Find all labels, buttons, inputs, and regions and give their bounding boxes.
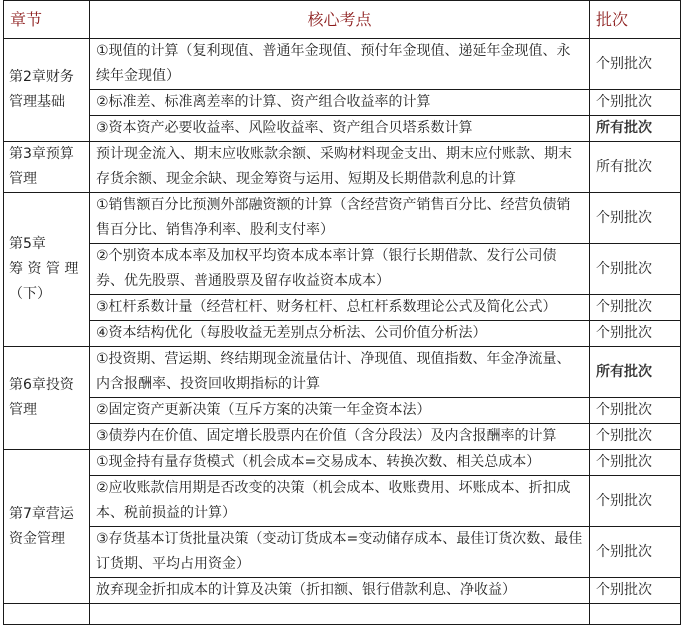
batch-cell: 个别批次	[590, 244, 681, 295]
empty-cell	[590, 604, 681, 625]
header-chapter: 章节	[4, 1, 90, 39]
topic-cell: ①销售额百分比预测外部融资额的计算（含经营资产销售百分比、经营负债销售百分比、销售净利率、股利支付率）	[90, 193, 590, 244]
batch-cell: 个别批次	[590, 321, 681, 347]
table-row	[4, 578, 681, 604]
topic-cell: ②固定资产更新决策（互斥方案的决策一年金资本法）	[90, 398, 590, 424]
chapter-cell: 第3章预算管理	[4, 142, 90, 193]
chapter-cell	[4, 193, 90, 347]
topic-cell: ③债券内在价值、固定增长股票内在价值（含分段法）及内含报酬率的计算	[90, 424, 590, 450]
batch-cell: 个别批次	[590, 527, 681, 578]
header-row	[4, 1, 681, 39]
empty-cell	[4, 604, 90, 625]
batch-cell: 个别批次	[590, 398, 681, 424]
table-row	[4, 193, 681, 244]
topic-cell: ②标准差、标准离差率的计算、资产组合收益率的计算	[90, 90, 590, 116]
table-row	[4, 398, 681, 424]
chapter-cell: 第7章营运资金管理	[4, 450, 90, 604]
topic-cell: ②个别资本成本率及加权平均资本成本率计算（银行长期借款、发行公司债券、优先股票、普通股票及留存收益资本成本）	[90, 244, 590, 295]
batch-cell: 个别批次	[590, 476, 681, 527]
batch-cell: 个别批次	[590, 424, 681, 450]
topic-cell: ①投资期、营运期、终结期现金流量估计、净现值、现值指数、年金净流量、内含报酬率、投资回收期指标的计算	[90, 347, 590, 398]
topic-cell: ①现值的计算（复利现值、普通年金现值、预付年金现值、递延年金现值、永续年金现值）	[90, 39, 590, 90]
batch-cell: 个别批次	[590, 193, 681, 244]
topic-cell: ④资本结构优化（每股收益无差别点分析法、公司价值分析法）	[90, 321, 590, 347]
topic-cell: ③杠杆系数计量（经营杠杆、财务杠杆、总杠杆系数理论公式及简化公式）	[90, 295, 590, 321]
batch-cell: 所有批次	[590, 347, 681, 398]
table-row	[4, 321, 681, 347]
chapter-line: （下）	[9, 286, 51, 302]
table-row	[4, 424, 681, 450]
topic-cell: 放弃现金折扣成本的计算及决策（折扣额、银行借款利息、净收益）	[90, 578, 590, 604]
chapter-cell: 第2章财务管理基础	[4, 39, 90, 142]
empty-cell	[90, 604, 590, 625]
table-row	[4, 142, 681, 193]
chapter-cell: 第6章投资管理	[4, 347, 90, 450]
table-row	[4, 90, 681, 116]
table-row	[4, 244, 681, 295]
topic-cell: ③存货基本订货批量决策（变动订货成本=变动储存成本、最佳订货次数、最佳订货期、平均占用资金）	[90, 527, 590, 578]
batch-cell: 个别批次	[590, 39, 681, 90]
topic-cell: ③资本资产必要收益率、风险收益率、资产组合贝塔系数计算	[90, 116, 590, 142]
topic-cell: ①现金持有量存货模式（机会成本=交易成本、转换次数、相关总成本）	[90, 450, 590, 476]
table-row	[4, 116, 681, 142]
batch-cell: 个别批次	[590, 295, 681, 321]
batch-cell: 所有批次	[590, 116, 681, 142]
chapter-line: 筹 资 管 理	[9, 261, 79, 277]
table-row	[4, 476, 681, 527]
table-row-partial	[4, 604, 681, 625]
table-row	[4, 527, 681, 578]
batch-cell: 个别批次	[590, 90, 681, 116]
batch-cell: 个别批次	[590, 450, 681, 476]
batch-cell: 所有批次	[590, 142, 681, 193]
topic-cell: 预计现金流入、期末应收账款余额、采购材料现金支出、期末应付账款、期末存货余额、现金余缺、现金筹资与运用、短期及长期借款利息的计算	[90, 142, 590, 193]
header-batch: 批次	[590, 1, 681, 39]
table-row	[4, 450, 681, 476]
topic-cell: ②应收账款信用期是否改变的决策（机会成本、收账费用、坏账成本、折扣成本、税前损益的计算）	[90, 476, 590, 527]
table-row	[4, 39, 681, 90]
header-topic: 核心考点	[90, 1, 590, 39]
batch-cell: 个别批次	[590, 578, 681, 604]
chapter-line: 第5章	[9, 236, 46, 252]
table-row	[4, 347, 681, 398]
exam-topics-table	[3, 0, 681, 625]
table-row	[4, 295, 681, 321]
